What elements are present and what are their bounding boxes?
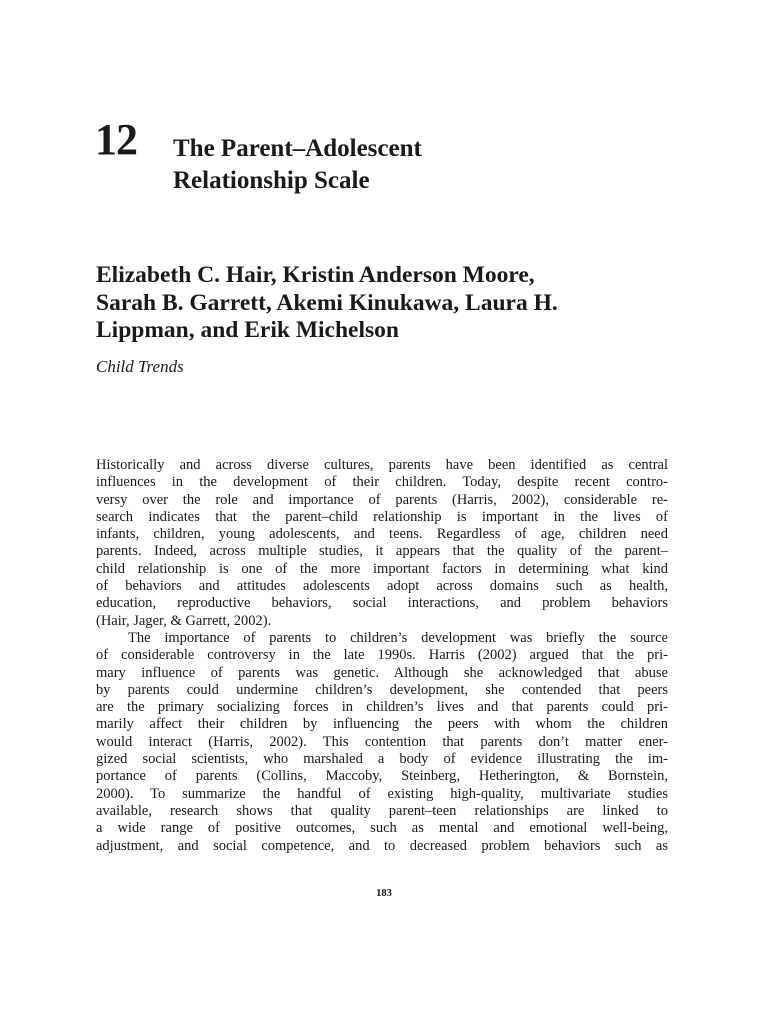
text-line: are the primary socializing forces in children’s lives and that parents could pri- bbox=[96, 699, 668, 716]
affiliation: Child Trends bbox=[96, 357, 184, 376]
text-line: 2000). To summarize the handful of existing high-quality, multivariate studies bbox=[96, 785, 668, 802]
chapter-title bbox=[173, 133, 422, 197]
chapter-title-line: Relationship Scale bbox=[173, 167, 370, 194]
author-line: Elizabeth C. Hair, Kristin Anderson Moore, bbox=[96, 262, 535, 288]
text-line: by parents could undermine children’s development, she contended that peers bbox=[96, 681, 668, 698]
text-line: infants, children, young adolescents, and teens. Regardless of age, children need bbox=[96, 526, 668, 543]
text-line: gized social scientists, who marshaled a body of evidence illustrating the im- bbox=[96, 751, 668, 768]
text-line: versy over the role and importance of parents (Harris, 2002), considerable re- bbox=[96, 491, 668, 508]
text-line: available, research shows that quality parent–teen relationships are linked to bbox=[96, 802, 668, 819]
page-number: 183 bbox=[376, 888, 392, 899]
text-line: education, reproductive behaviors, social interactions, and problem behaviors bbox=[96, 595, 668, 612]
paragraph bbox=[96, 457, 668, 630]
chapter-title-line: The Parent–Adolescent bbox=[173, 135, 422, 162]
paragraph bbox=[96, 630, 668, 855]
text-line: of considerable controversy in the late 1990s. Harris (2002) argued that the pri- bbox=[96, 647, 668, 664]
text-line: portance of parents (Collins, Maccoby, Steinberg, Hetherington, & Bornstein, bbox=[96, 768, 668, 785]
text-line: The importance of parents to children’s development was briefly the source bbox=[128, 629, 668, 646]
text-line: marily affect their children by influencing the peers with whom the children bbox=[96, 716, 668, 733]
text-line: a wide range of positive outcomes, such as mental and emotional well-being, bbox=[96, 820, 668, 837]
text-line: (Hair, Jager, & Garrett, 2002). bbox=[96, 612, 272, 629]
author-line: Sarah B. Garrett, Akemi Kinukawa, Laura H. bbox=[96, 289, 558, 316]
chapter-number: 12 bbox=[95, 115, 137, 164]
text-line: influences in the development of their children. Today, despite recent contro- bbox=[96, 474, 668, 491]
text-line: child relationship is one of the more important factors in determining what kind bbox=[96, 560, 668, 577]
text-line: search indicates that the parent–child relationship is important in the lives of bbox=[96, 508, 668, 525]
body-text bbox=[96, 457, 668, 855]
text-line: adjustment, and social competence, and to decreased problem behaviors such as bbox=[96, 837, 668, 854]
text-line: Historically and across diverse cultures, parents have been identified as central bbox=[96, 457, 668, 473]
text-line: of behaviors and attitudes adolescents adopt across domains such as health, bbox=[96, 578, 668, 595]
text-line: parents. Indeed, across multiple studies, it appears that the quality of the parent– bbox=[96, 543, 668, 560]
author-list bbox=[96, 262, 558, 345]
text-line: mary influence of parents was genetic. Although she acknowledged that abuse bbox=[96, 664, 668, 681]
author-line: Lippman, and Erik Michelson bbox=[96, 317, 399, 343]
text-line: would interact (Harris, 2002). This contention that parents don’t matter ener- bbox=[96, 733, 668, 750]
